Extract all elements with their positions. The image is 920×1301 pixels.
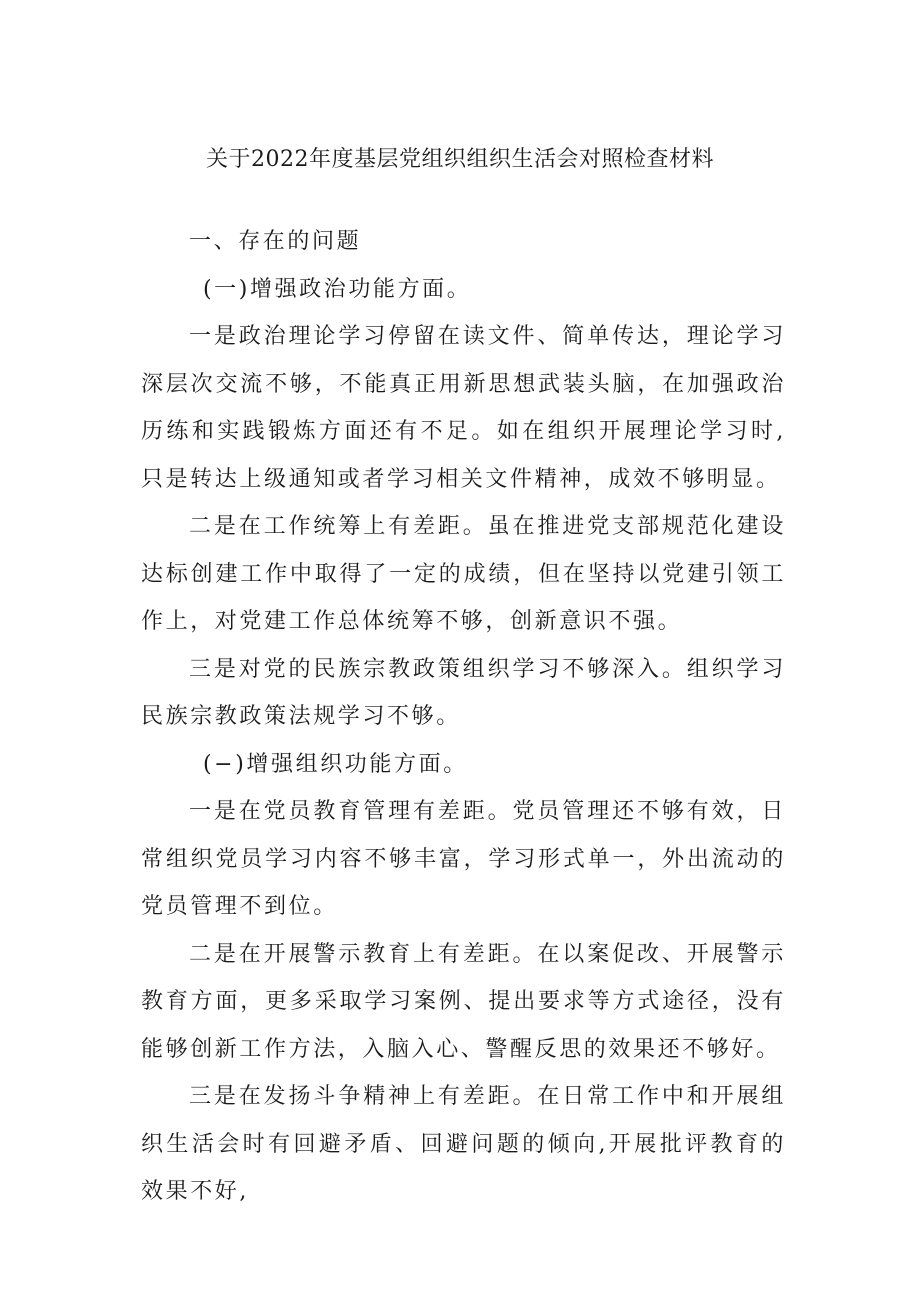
paragraph: 一是在党员教育管理有差距。党员管理还不够有效，日常组织党员学习内容不够丰富，学习形式单一，外出流动的党员管理不到位。 <box>141 799 786 919</box>
document-title: 关于2022年度基层党组织组织生活会对照检查材料 <box>206 147 714 172</box>
document-body <box>141 218 786 1216</box>
subsection-heading: (一)增强政治功能方面。 <box>203 276 472 302</box>
paragraph: 三是对党的民族宗教政策组织学习不够深入。组织学习民族宗教政策法规学习不够。 <box>141 656 786 729</box>
subsection-heading: (−)增强组织功能方面。 <box>203 751 468 777</box>
section-heading: 一、存在的问题 <box>189 229 362 254</box>
paragraph: 一是政治理论学习停留在读文件、简单传达，理论学习深层次交流不够，不能真正用新思想武装头脑，在加强政治历练和实践锻炼方面还有不足。如在组织开展理论学习时,只是转达上级通知或者学习相关文件精神，成效不够明显。 <box>141 324 786 492</box>
paragraph: 二是在工作统筹上有差距。虽在推进党支部规范化建设达标创建工作中取得了一定的成绩，但在坚持以党建引领工作上，对党建工作总体统筹不够，创新意识不强。 <box>141 514 786 634</box>
paragraph: 二是在开展警示教育上有差距。在以案促改、开展警示教育方面，更多采取学习案例、提出要求等方式途径，没有能够创新工作方法，入脑入心、警醒反思的效果还不够好。 <box>141 941 786 1062</box>
paragraph: 三是在发扬斗争精神上有差距。在日常工作中和开展组织生活会时有回避矛盾、回避问题的倾向,开展批评教育的效果不好, <box>141 1084 786 1204</box>
